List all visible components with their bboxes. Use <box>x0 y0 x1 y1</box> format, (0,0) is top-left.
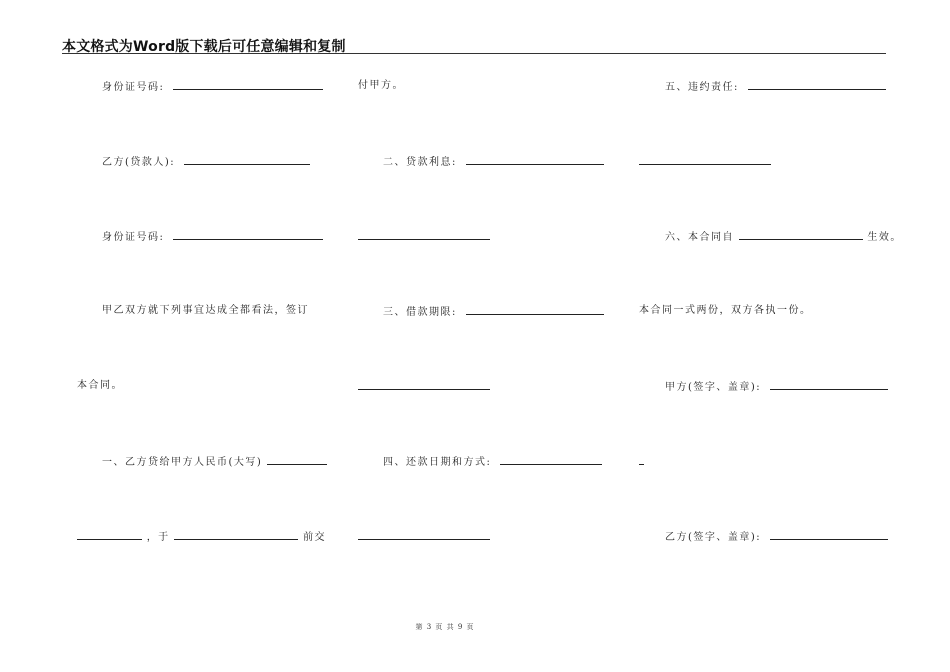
party-a-sign-label: 甲方(签字、盖章): <box>665 382 762 393</box>
breach-blank <box>748 79 886 90</box>
term-continue-blank <box>358 379 490 390</box>
amount-blank <box>267 454 327 465</box>
clause-2-line <box>383 154 604 170</box>
clause-3-label: 三、借款期限: <box>383 307 457 318</box>
amount-continue-blank <box>77 529 142 540</box>
party-b-sign-line <box>665 529 888 545</box>
id-number-label: 身份证号码: <box>102 82 165 93</box>
clause-1-comma: ，于 <box>146 532 170 543</box>
pay-party-a-line: 付甲方。 <box>358 80 404 91</box>
clause-3-continue-line <box>358 379 490 395</box>
clause-4-label: 四、还款日期和方式: <box>383 457 492 468</box>
id-number-line-1 <box>102 79 323 95</box>
clause-6-end: 生效。 <box>867 232 902 243</box>
interest-continue-blank <box>358 229 490 240</box>
party-b-line <box>102 154 310 170</box>
clause-5-continue-line <box>639 154 771 170</box>
party-b-sign-blank <box>770 529 888 540</box>
clause-5-label: 五、违约责任: <box>665 82 739 93</box>
header-divider <box>62 53 886 54</box>
party-b-label: 乙方(贷款人): <box>102 157 176 168</box>
document-title: 本文格式为Word版下载后可任意编辑和复制 <box>62 39 346 55</box>
breach-continue-blank <box>639 154 771 165</box>
party-a-sign-blank <box>770 379 888 390</box>
id-number-line-2 <box>102 229 323 245</box>
id-number-blank-2 <box>173 229 323 240</box>
clause-5-line <box>665 79 886 95</box>
clause-2-label: 二、贷款利息: <box>383 157 457 168</box>
effective-date-blank <box>739 229 863 240</box>
clause-4-line <box>383 454 602 470</box>
clause-6-line <box>665 229 902 245</box>
repayment-continue-blank <box>358 529 490 540</box>
id-number-blank <box>173 79 323 90</box>
id-number-label-2: 身份证号码: <box>102 232 165 243</box>
party-a-sign-line <box>665 379 888 395</box>
intro-line-2: 本合同。 <box>77 380 123 391</box>
clause-1-end: 前交 <box>303 532 327 543</box>
copies-line: 本合同一式两份，双方各执一份。 <box>639 305 812 316</box>
term-blank <box>466 304 604 315</box>
page-footer: 第 3 页 共 9 页 <box>415 623 475 631</box>
clause-1-line <box>102 454 327 470</box>
repayment-blank <box>500 454 602 465</box>
clause-1-continue-line <box>77 529 326 545</box>
party-a-sign-continue-line <box>639 454 644 470</box>
clause-6-start: 六、本合同自 <box>665 232 734 243</box>
party-b-sign-label: 乙方(签字、盖章): <box>665 532 762 543</box>
date-blank <box>174 529 298 540</box>
clause-3-line <box>383 304 604 320</box>
clause-2-continue-line <box>358 229 490 245</box>
clause-1-text: 一、乙方贷给甲方人民币(大写) <box>102 457 263 468</box>
clause-4-continue-line <box>358 529 490 545</box>
party-b-blank <box>184 154 310 165</box>
intro-line-1: 甲乙双方就下列事宜达成全都看法，签订 <box>102 305 309 316</box>
interest-blank <box>466 154 604 165</box>
party-a-sign-continue-blank <box>639 454 644 465</box>
